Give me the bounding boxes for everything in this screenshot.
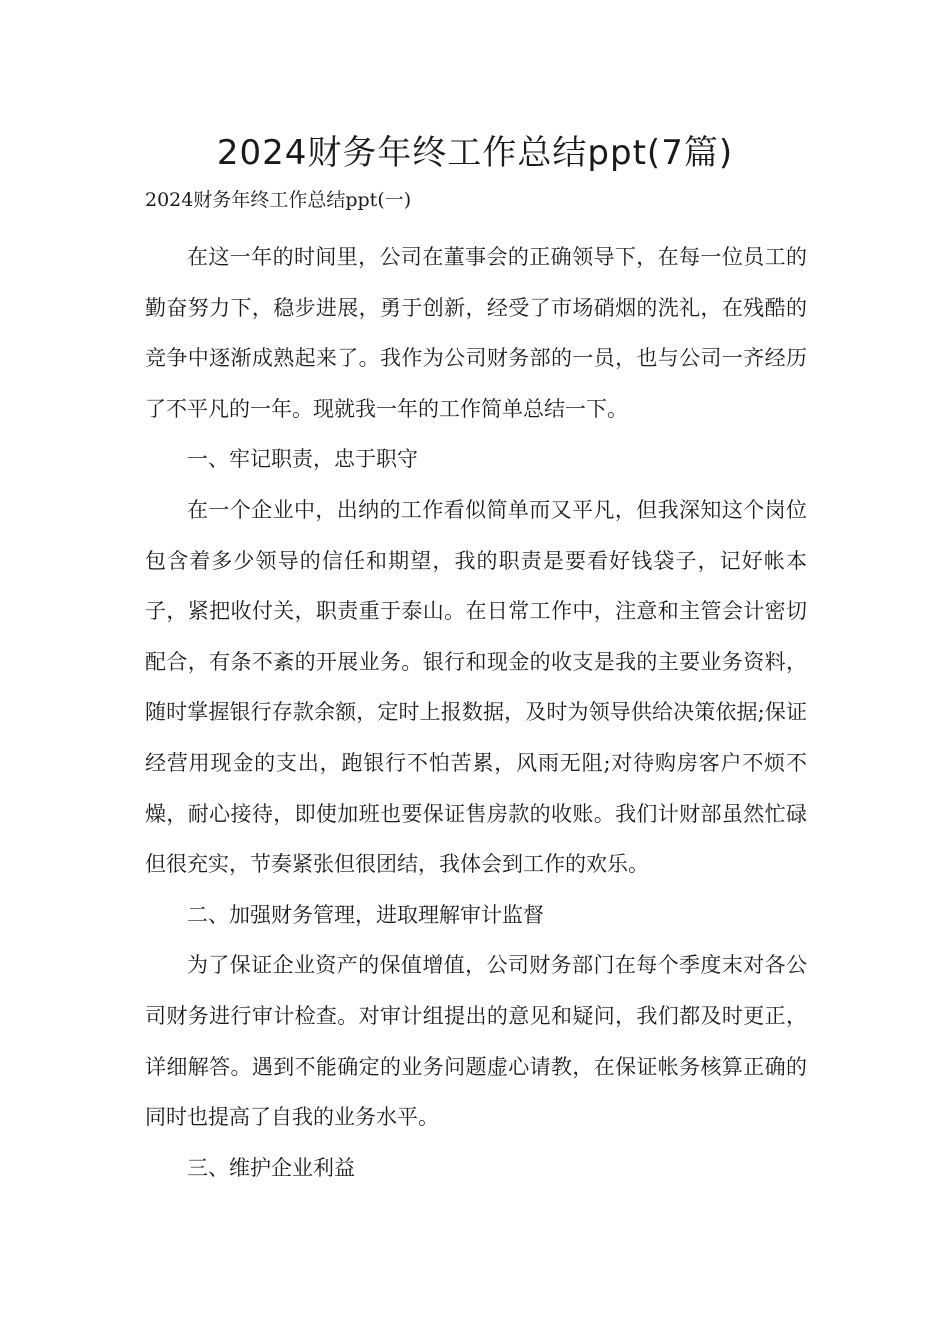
section-heading-1: 一、牢记职责，忠于职守	[187, 447, 418, 472]
paragraph-intro: 在这一年的时间里，公司在董事会的正确领导下，在每一位员工的勤奋努力下，稳步进展，勇于创新，经受了市场硝烟的洗礼，在残酷的竞争中逐渐成熟起来了。我作为公司财务部的一员，也与公司一齐经历了不平凡的一年。现就我一年的工作简单总结一下。	[145, 245, 807, 421]
document-title: 2024财务年终工作总结ppt(7篇)	[216, 133, 734, 173]
section-heading-2: 二、加强财务管理，进取理解审计监督	[187, 902, 544, 927]
section-heading-3: 三、维护企业利益	[187, 1155, 355, 1180]
document-body	[145, 232, 807, 1193]
paragraph-section-1: 在一个企业中，出纳的工作看似简单而又平凡，但我深知这个岗位包含着多少领导的信任和期望，我的职责是要看好钱袋子，记好帐本子，紧把收付关，职责重于泰山。在日常工作中，注意和主管会计密切配合，有条不紊的开展业务。银行和现金的收支是我的主要业务资料，随时掌握银行存款余额，定时上报数据，及时为领导供给决策依据;保证经营用现金的支出，跑银行不怕苦累，风雨无阻;对待购房客户不烦不燥，耐心接待，即使加班也要保证售房款的收账。我们计财部虽然忙碌但很充实，节奏紧张但很团结，我体会到工作的欢乐。	[145, 497, 807, 877]
document-subtitle: 2024财务年终工作总结ppt(一)	[145, 189, 412, 211]
paragraph-section-2: 为了保证企业资产的保值增值，公司财务部门在每个季度末对各公司财务进行审计检查。对审计组提出的意见和疑问，我们都及时更正，详细解答。遇到不能确定的业务问题虚心请教，在保证帐务核算正确的同时也提高了自我的业务水平。	[145, 953, 807, 1130]
